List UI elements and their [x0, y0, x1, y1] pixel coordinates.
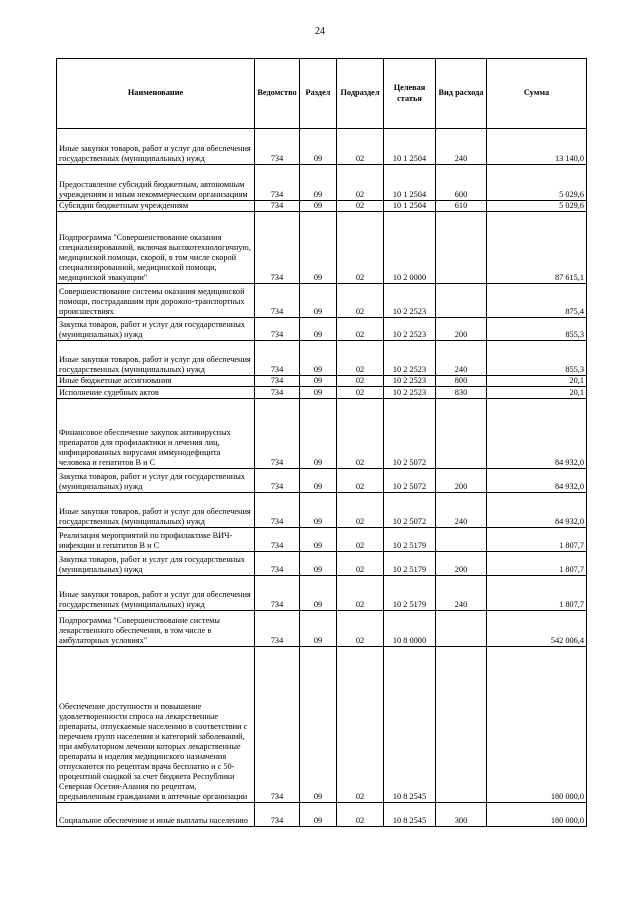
- row-section: 09: [300, 387, 337, 399]
- row-section: 09: [300, 341, 337, 376]
- row-expense: 240: [436, 341, 487, 376]
- row-expense: 240: [436, 576, 487, 611]
- table-row: [57, 201, 587, 212]
- header-sum: Сумма: [487, 59, 587, 129]
- row-sum: 20,1: [487, 387, 587, 399]
- row-subsection: 02: [337, 493, 384, 528]
- row-target: 10 1 2504: [384, 129, 436, 165]
- row-expense: 200: [436, 318, 487, 341]
- row-expense: [436, 284, 487, 318]
- row-expense: [436, 611, 487, 647]
- row-section: 09: [300, 552, 337, 576]
- row-dept: 734: [255, 129, 300, 165]
- row-section: 09: [300, 212, 337, 284]
- row-name: Подпрограмма "Совершенствование системы лекарственного обеспечения, в том числе в амбулаторных условиях": [57, 611, 255, 647]
- row-name: Подпрограмма "Совершенствование оказания специализированной, включая высокотехнологичную, медицинской помощи, скорой, в том числе скорой специализированной, медицинской помощи, медицинской эвакуации": [57, 212, 255, 284]
- row-name: Обеспечение доступности и повышение удовлетворенности спроса на лекарственные препараты, отпускаемые населению в соответствии с перечнем групп населения и категорий заболеваний, при амбулаторном лечении которых лекарственные препараты и изделия медицинского назначения отпускаются по рецептам врача бесплатно и с 50-процентной скидкой за счет бюджета Республики Северная Осетия-Алания по рецептам, предъявленным гражданами в аптечные организации: [57, 647, 255, 803]
- row-name: Иные закупки товаров, работ и услуг для обеспечения государственных (муниципальных) нужд: [57, 341, 255, 376]
- row-target: 10 2 5179: [384, 528, 436, 552]
- row-sum: 5 029,6: [487, 165, 587, 201]
- row-subsection: 02: [337, 376, 384, 387]
- row-target: 10 2 5072: [384, 469, 436, 493]
- table-row: [57, 552, 587, 576]
- row-subsection: 02: [337, 803, 384, 827]
- row-expense: [436, 399, 487, 469]
- row-section: 09: [300, 803, 337, 827]
- row-target: 10 2 2523: [384, 376, 436, 387]
- row-name: Финансовое обеспечение закупок антивирусных препаратов для профилактики и лечения лиц, инфицированных вирусами иммунодефицита человека и гепатитов В и С: [57, 399, 255, 469]
- row-target: 10 8 2545: [384, 803, 436, 827]
- row-subsection: 02: [337, 528, 384, 552]
- row-sum: 20,1: [487, 376, 587, 387]
- row-target: 10 8 0000: [384, 611, 436, 647]
- row-name: Реализация мероприятий по профилактике ВИЧ-инфекции и гепатитов В и С: [57, 528, 255, 552]
- header-section: Раздел: [300, 59, 337, 129]
- row-sum: 180 000,0: [487, 647, 587, 803]
- row-section: 09: [300, 647, 337, 803]
- row-dept: 734: [255, 165, 300, 201]
- header-name: Наименование: [57, 59, 255, 129]
- row-name: Иные закупки товаров, работ и услуг для обеспечения государственных (муниципальных) нужд: [57, 576, 255, 611]
- row-section: 09: [300, 201, 337, 212]
- table-row: [57, 803, 587, 827]
- row-section: 09: [300, 284, 337, 318]
- row-name: Исполнение судебных актов: [57, 387, 255, 399]
- row-sum: 875,4: [487, 284, 587, 318]
- row-subsection: 02: [337, 399, 384, 469]
- header-expense: Вид расхода: [436, 59, 487, 129]
- row-sum: 87 615,1: [487, 212, 587, 284]
- row-name: Закупка товаров, работ и услуг для государственных (муниципальных) нужд: [57, 552, 255, 576]
- row-target: 10 1 2504: [384, 201, 436, 212]
- row-dept: 734: [255, 647, 300, 803]
- row-subsection: 02: [337, 201, 384, 212]
- row-sum: 1 807,7: [487, 528, 587, 552]
- row-sum: 1 807,7: [487, 576, 587, 611]
- row-subsection: 02: [337, 552, 384, 576]
- row-name: Закупка товаров, работ и услуг для государственных (муниципальных) нужд: [57, 469, 255, 493]
- row-dept: 734: [255, 387, 300, 399]
- row-section: 09: [300, 165, 337, 201]
- row-expense: [436, 528, 487, 552]
- row-expense: 800: [436, 376, 487, 387]
- row-name: Социальное обеспечение и иные выплаты населению: [57, 803, 255, 827]
- row-dept: 734: [255, 803, 300, 827]
- row-target: 10 2 2523: [384, 284, 436, 318]
- row-name: Иные закупки товаров, работ и услуг для обеспечения государственных (муниципальных) нужд: [57, 129, 255, 165]
- budget-table: [56, 58, 587, 827]
- table-row: [57, 611, 587, 647]
- row-section: 09: [300, 611, 337, 647]
- row-subsection: 02: [337, 318, 384, 341]
- row-subsection: 02: [337, 165, 384, 201]
- table-row: [57, 129, 587, 165]
- row-name: Субсидии бюджетным учреждениям: [57, 201, 255, 212]
- table-row: [57, 528, 587, 552]
- row-section: 09: [300, 399, 337, 469]
- row-name: Закупка товаров, работ и услуг для государственных (муниципальных) нужд: [57, 318, 255, 341]
- row-dept: 734: [255, 376, 300, 387]
- row-expense: 610: [436, 201, 487, 212]
- row-expense: 240: [436, 493, 487, 528]
- table-row: [57, 376, 587, 387]
- table-row: [57, 647, 587, 803]
- row-sum: 180 000,0: [487, 803, 587, 827]
- row-dept: 734: [255, 611, 300, 647]
- table-row: [57, 318, 587, 341]
- table-header-row: [57, 59, 587, 129]
- row-sum: 84 932,0: [487, 493, 587, 528]
- row-dept: 734: [255, 528, 300, 552]
- row-section: 09: [300, 318, 337, 341]
- row-name: Предоставление субсидий бюджетным, автономным учреждениям и иным некоммерческим организациям: [57, 165, 255, 201]
- table-row: [57, 284, 587, 318]
- row-dept: 734: [255, 576, 300, 611]
- row-expense: 200: [436, 552, 487, 576]
- table-row: [57, 165, 587, 201]
- row-subsection: 02: [337, 129, 384, 165]
- row-sum: 13 140,0: [487, 129, 587, 165]
- row-expense: 600: [436, 165, 487, 201]
- row-name: Иные закупки товаров, работ и услуг для обеспечения государственных (муниципальных) нужд: [57, 493, 255, 528]
- row-dept: 734: [255, 284, 300, 318]
- row-subsection: 02: [337, 341, 384, 376]
- row-dept: 734: [255, 552, 300, 576]
- row-target: 10 2 5179: [384, 552, 436, 576]
- row-dept: 734: [255, 399, 300, 469]
- row-target: 10 2 5072: [384, 493, 436, 528]
- row-sum: 84 932,0: [487, 399, 587, 469]
- row-dept: 734: [255, 201, 300, 212]
- row-subsection: 02: [337, 469, 384, 493]
- page-number: 24: [315, 26, 325, 37]
- row-section: 09: [300, 469, 337, 493]
- row-name: Иные бюджетные ассигнования: [57, 376, 255, 387]
- row-subsection: 02: [337, 284, 384, 318]
- table-row: [57, 493, 587, 528]
- row-section: 09: [300, 376, 337, 387]
- row-sum: 5 029,6: [487, 201, 587, 212]
- row-dept: 734: [255, 341, 300, 376]
- row-sum: 1 807,7: [487, 552, 587, 576]
- table-row: [57, 387, 587, 399]
- row-target: 10 2 2523: [384, 318, 436, 341]
- row-expense: 830: [436, 387, 487, 399]
- header-subsection: Подраздел: [337, 59, 384, 129]
- row-section: 09: [300, 493, 337, 528]
- row-expense: [436, 647, 487, 803]
- row-expense: 300: [436, 803, 487, 827]
- table-row: [57, 212, 587, 284]
- row-subsection: 02: [337, 387, 384, 399]
- row-sum: 542 006,4: [487, 611, 587, 647]
- row-section: 09: [300, 129, 337, 165]
- row-dept: 734: [255, 318, 300, 341]
- row-subsection: 02: [337, 212, 384, 284]
- row-target: 10 1 2504: [384, 165, 436, 201]
- header-dept: Ведомство: [255, 59, 300, 129]
- row-target: 10 8 2545: [384, 647, 436, 803]
- row-expense: 200: [436, 469, 487, 493]
- row-expense: 240: [436, 129, 487, 165]
- row-expense: [436, 212, 487, 284]
- row-section: 09: [300, 528, 337, 552]
- row-subsection: 02: [337, 576, 384, 611]
- row-target: 10 2 2523: [384, 387, 436, 399]
- table-row: [57, 399, 587, 469]
- row-sum: 84 932,0: [487, 469, 587, 493]
- row-target: 10 2 0000: [384, 212, 436, 284]
- row-target: 10 2 2523: [384, 341, 436, 376]
- table-row: [57, 469, 587, 493]
- row-section: 09: [300, 576, 337, 611]
- row-target: 10 2 5072: [384, 399, 436, 469]
- row-subsection: 02: [337, 611, 384, 647]
- row-subsection: 02: [337, 647, 384, 803]
- row-name: Совершенствование системы оказания медицинской помощи, пострадавшим при дорожно-транспортных происшествиях: [57, 284, 255, 318]
- header-target: Целевая статья: [384, 59, 436, 129]
- row-sum: 855,3: [487, 341, 587, 376]
- row-dept: 734: [255, 469, 300, 493]
- row-dept: 734: [255, 212, 300, 284]
- table-row: [57, 341, 587, 376]
- row-sum: 855,3: [487, 318, 587, 341]
- row-target: 10 2 5179: [384, 576, 436, 611]
- table-row: [57, 576, 587, 611]
- row-dept: 734: [255, 493, 300, 528]
